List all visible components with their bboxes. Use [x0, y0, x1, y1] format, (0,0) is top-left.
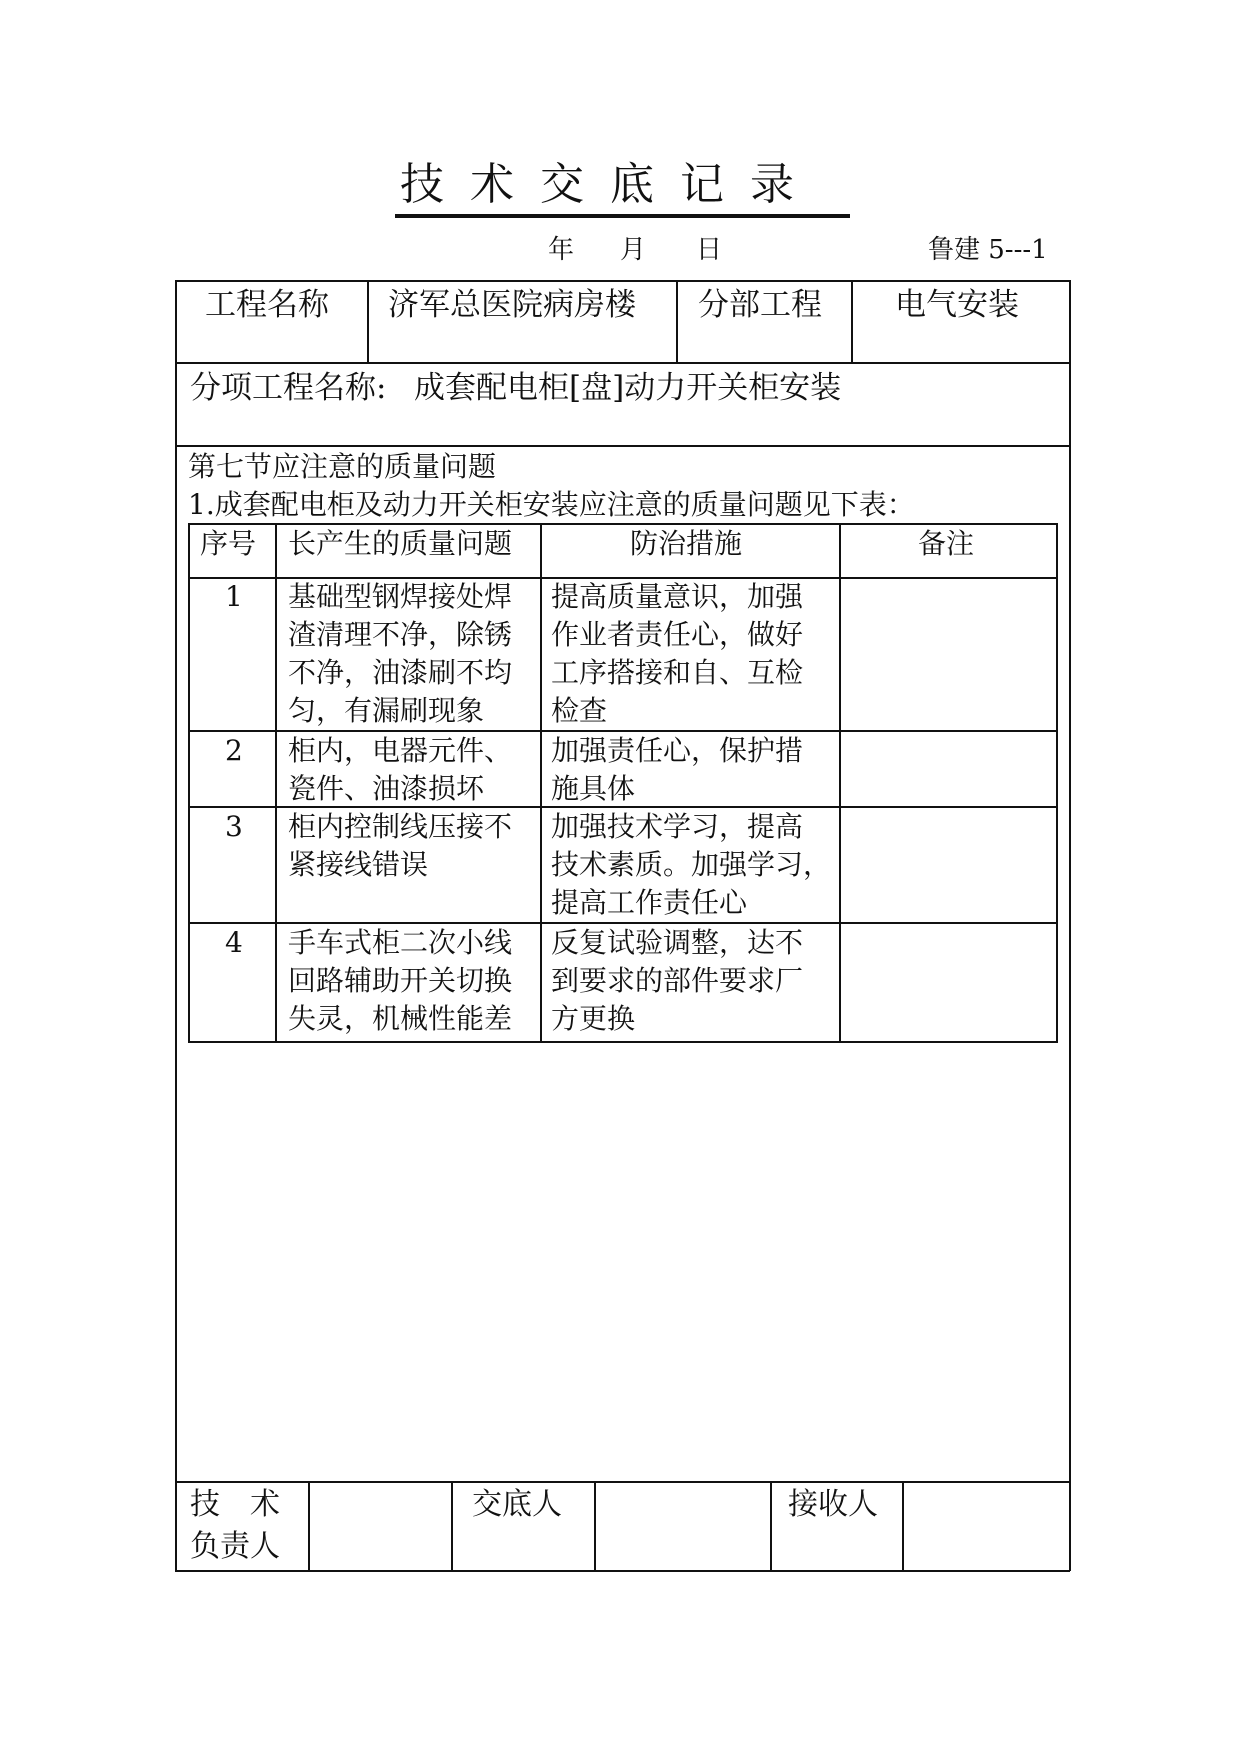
- qt-row1-problem-l3: 不净，油漆刷不均: [288, 656, 513, 689]
- qt-row4-problem-l3: 失灵，机械性能差: [288, 1002, 513, 1035]
- subitem-label: 分项工程名称:: [190, 370, 387, 406]
- subitem-value: 成套配电柜[盘]动力开关柜安装: [414, 370, 842, 406]
- qt-row1-measure-l1: 提高质量意识，加强: [551, 580, 804, 613]
- division-value: 电气安装: [895, 287, 1019, 323]
- qt-row1-problem-l4: 匀，有漏刷现象: [288, 694, 485, 727]
- qt-header-remark: 备注: [918, 527, 975, 560]
- title-underline: [395, 214, 850, 218]
- date-month: 月: [620, 235, 647, 265]
- receiver-label: 接收人: [788, 1487, 878, 1522]
- date-year: 年: [548, 235, 575, 265]
- qt-col-left: [188, 523, 190, 1042]
- qt-row1-problem-l1: 基础型钢焊接处焊: [288, 580, 513, 613]
- qt-bottom: [188, 1041, 1058, 1043]
- qt-row1-measure-l4: 检查: [551, 694, 608, 727]
- qt-col-div-3: [839, 523, 841, 1042]
- document-title: 技术交底记录: [400, 159, 820, 210]
- qt-row2-problem-l1: 柜内，电器元件、: [288, 734, 513, 767]
- frame-right: [1069, 280, 1071, 1571]
- form-code: 鲁建 5---1: [928, 235, 1048, 265]
- subitem-row-bottom: [175, 445, 1070, 447]
- qt-row2-no: 2: [225, 734, 243, 767]
- footer-div-5: [902, 1481, 904, 1571]
- qt-row4-no: 4: [225, 926, 243, 959]
- project-name-value: 济军总医院病房楼: [388, 287, 636, 323]
- division-label: 分部工程: [698, 287, 822, 323]
- footer-div-4: [770, 1481, 772, 1571]
- qt-row3-problem-l1: 柜内控制线压接不: [288, 810, 513, 843]
- qt-row1-problem-l2: 渣清理不净，除锈: [288, 618, 513, 651]
- tech-lead-label-line1: 技 术: [190, 1487, 280, 1522]
- project-name-label: 工程名称: [205, 287, 329, 323]
- qt-row4-measure-l3: 方更换: [551, 1002, 636, 1035]
- qt-row3-measure-l2: 技术素质。加强学习，: [551, 848, 832, 881]
- qt-row3-problem-l2: 紧接线错误: [288, 848, 429, 881]
- header-row-bottom: [175, 362, 1070, 364]
- section-intro: 1.成套配电柜及动力开关柜安装应注意的质量问题见下表：: [188, 488, 915, 521]
- section-heading: 第七节应注意的质量问题: [188, 450, 497, 483]
- footer-div-1: [308, 1481, 310, 1571]
- footer-div-2: [451, 1481, 453, 1571]
- qt-col-div-1: [275, 523, 277, 1042]
- qt-row3-no: 3: [225, 810, 243, 843]
- qt-col-div-2: [540, 523, 542, 1042]
- date-day: 日: [696, 235, 723, 265]
- qt-row3-measure-l1: 加强技术学习，提高: [551, 810, 804, 843]
- qt-row2-measure-l1: 加强责任心，保护措: [551, 734, 804, 767]
- frame-left: [175, 280, 177, 1571]
- handover-label: 交底人: [472, 1487, 562, 1522]
- header-divider-3: [851, 280, 853, 362]
- qt-row2-measure-l2: 施具体: [551, 772, 636, 805]
- qt-header-no: 序号: [200, 527, 257, 560]
- qt-row4-measure-l2: 到要求的部件要求厂: [551, 964, 804, 997]
- tech-lead-label-line2: 负责人: [190, 1529, 280, 1564]
- qt-row1-measure-l3: 工序搭接和自、互检: [551, 656, 804, 689]
- qt-row4-problem-l2: 回路辅助开关切换: [288, 964, 513, 997]
- qt-row1-no: 1: [225, 580, 243, 613]
- header-divider-1: [367, 280, 369, 362]
- header-divider-2: [676, 280, 678, 362]
- footer-div-3: [594, 1481, 596, 1571]
- qt-col-right: [1056, 523, 1058, 1042]
- qt-header-problem: 长产生的质量问题: [288, 527, 513, 560]
- qt-row2-problem-l2: 瓷件、油漆损坏: [288, 772, 485, 805]
- qt-row1-measure-l2: 作业者责任心，做好: [551, 618, 804, 651]
- qt-row3-measure-l3: 提高工作责任心: [551, 886, 748, 919]
- qt-row4-problem-l1: 手车式柜二次小线: [288, 926, 513, 959]
- frame-top: [175, 280, 1070, 282]
- qt-header-measure: 防治措施: [630, 527, 743, 560]
- qt-row4-measure-l1: 反复试验调整，达不: [551, 926, 804, 959]
